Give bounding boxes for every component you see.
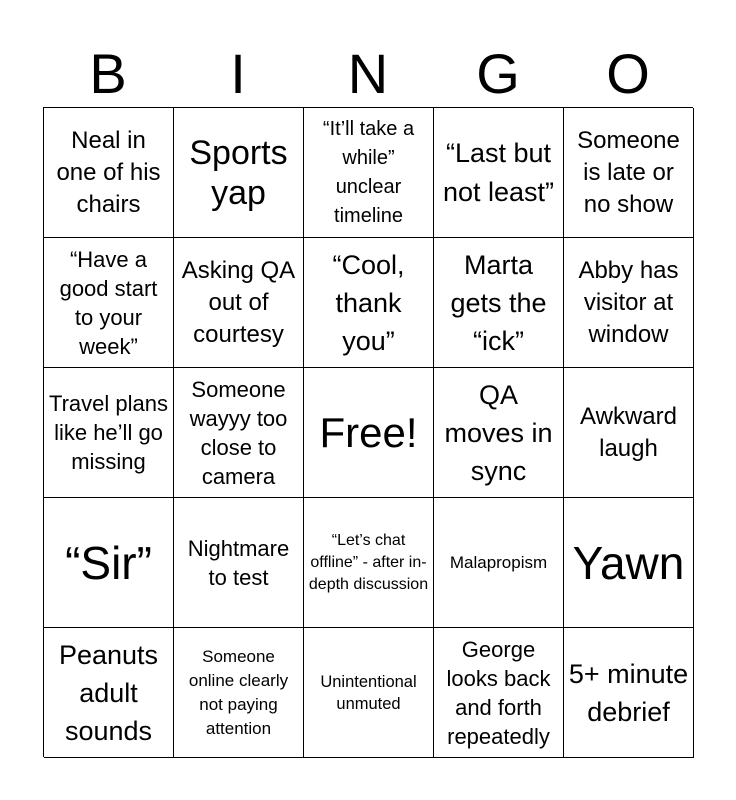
- header-letter-i: I: [230, 42, 246, 105]
- bingo-cell[interactable]: [44, 238, 174, 368]
- cell-text: George looks back and forth repeatedly: [446, 636, 551, 749]
- cell-text: “Let’s chat offline” - after in-depth discussion: [308, 531, 429, 593]
- cell-text: “Last but not least”: [442, 137, 555, 207]
- bingo-cell[interactable]: [434, 498, 564, 628]
- bingo-cell[interactable]: [174, 368, 304, 498]
- cell-text: Someone wayyy too close to camera: [189, 376, 288, 489]
- header-letter-n: N: [347, 42, 389, 105]
- cell-text: Malapropism: [449, 552, 548, 572]
- bingo-header: [43, 44, 693, 104]
- cell-text: Nightmare to test: [187, 535, 290, 590]
- bingo-cell[interactable]: [44, 498, 174, 628]
- bingo-cell[interactable]: [564, 108, 694, 238]
- cell-text: Someone online clearly not paying attention: [188, 646, 289, 738]
- bingo-cell[interactable]: [174, 108, 304, 238]
- cell-text: Marta gets the “ick”: [450, 249, 547, 356]
- cell-text: Yawn: [572, 536, 685, 589]
- bingo-cell[interactable]: [174, 238, 304, 368]
- free-space-cell[interactable]: [304, 368, 434, 498]
- bingo-cell[interactable]: [434, 238, 564, 368]
- bingo-cell[interactable]: [44, 628, 174, 758]
- bingo-cell[interactable]: [304, 108, 434, 238]
- cell-text: Travel plans like he’ll go missing: [48, 391, 168, 474]
- header-letter-g: G: [476, 42, 520, 105]
- bingo-cell[interactable]: [174, 498, 304, 628]
- bingo-cell[interactable]: [564, 498, 694, 628]
- cell-text: 5+ minute debrief: [568, 658, 689, 727]
- cell-text: “Sir”: [65, 536, 152, 589]
- cell-text: Abby has visitor at window: [578, 256, 679, 348]
- bingo-board: [43, 107, 693, 757]
- cell-text: “Have a good start to your week”: [59, 246, 158, 359]
- bingo-cell[interactable]: [564, 368, 694, 498]
- bingo-cell[interactable]: [434, 368, 564, 498]
- cell-text: Asking QA out of courtesy: [181, 256, 296, 348]
- bingo-cell[interactable]: [174, 628, 304, 758]
- bingo-cell[interactable]: [304, 238, 434, 368]
- bingo-cell[interactable]: [434, 108, 564, 238]
- cell-text: Awkward laugh: [580, 402, 677, 462]
- bingo-cell[interactable]: [564, 628, 694, 758]
- cell-text: Peanuts adult sounds: [58, 639, 159, 746]
- bingo-cell[interactable]: [304, 628, 434, 758]
- cell-text: Unintentional unmuted: [320, 672, 417, 713]
- bingo-cell[interactable]: [434, 628, 564, 758]
- cell-text: QA moves in sync: [444, 379, 553, 486]
- cell-text: “It’ll take a while” unclear timeline: [322, 117, 415, 227]
- bingo-cell[interactable]: [44, 108, 174, 238]
- cell-text: Free!: [319, 408, 418, 456]
- cell-text: “Cool, thank you”: [332, 249, 405, 356]
- cell-text: Someone is late or no show: [577, 126, 680, 218]
- header-letter-b: B: [89, 42, 127, 105]
- bingo-cell[interactable]: [44, 368, 174, 498]
- header-letter-o: O: [606, 42, 650, 105]
- cell-text: Sports yap: [189, 133, 288, 212]
- bingo-cell[interactable]: [304, 498, 434, 628]
- cell-text: Neal in one of his chairs: [56, 126, 161, 218]
- bingo-cell[interactable]: [564, 238, 694, 368]
